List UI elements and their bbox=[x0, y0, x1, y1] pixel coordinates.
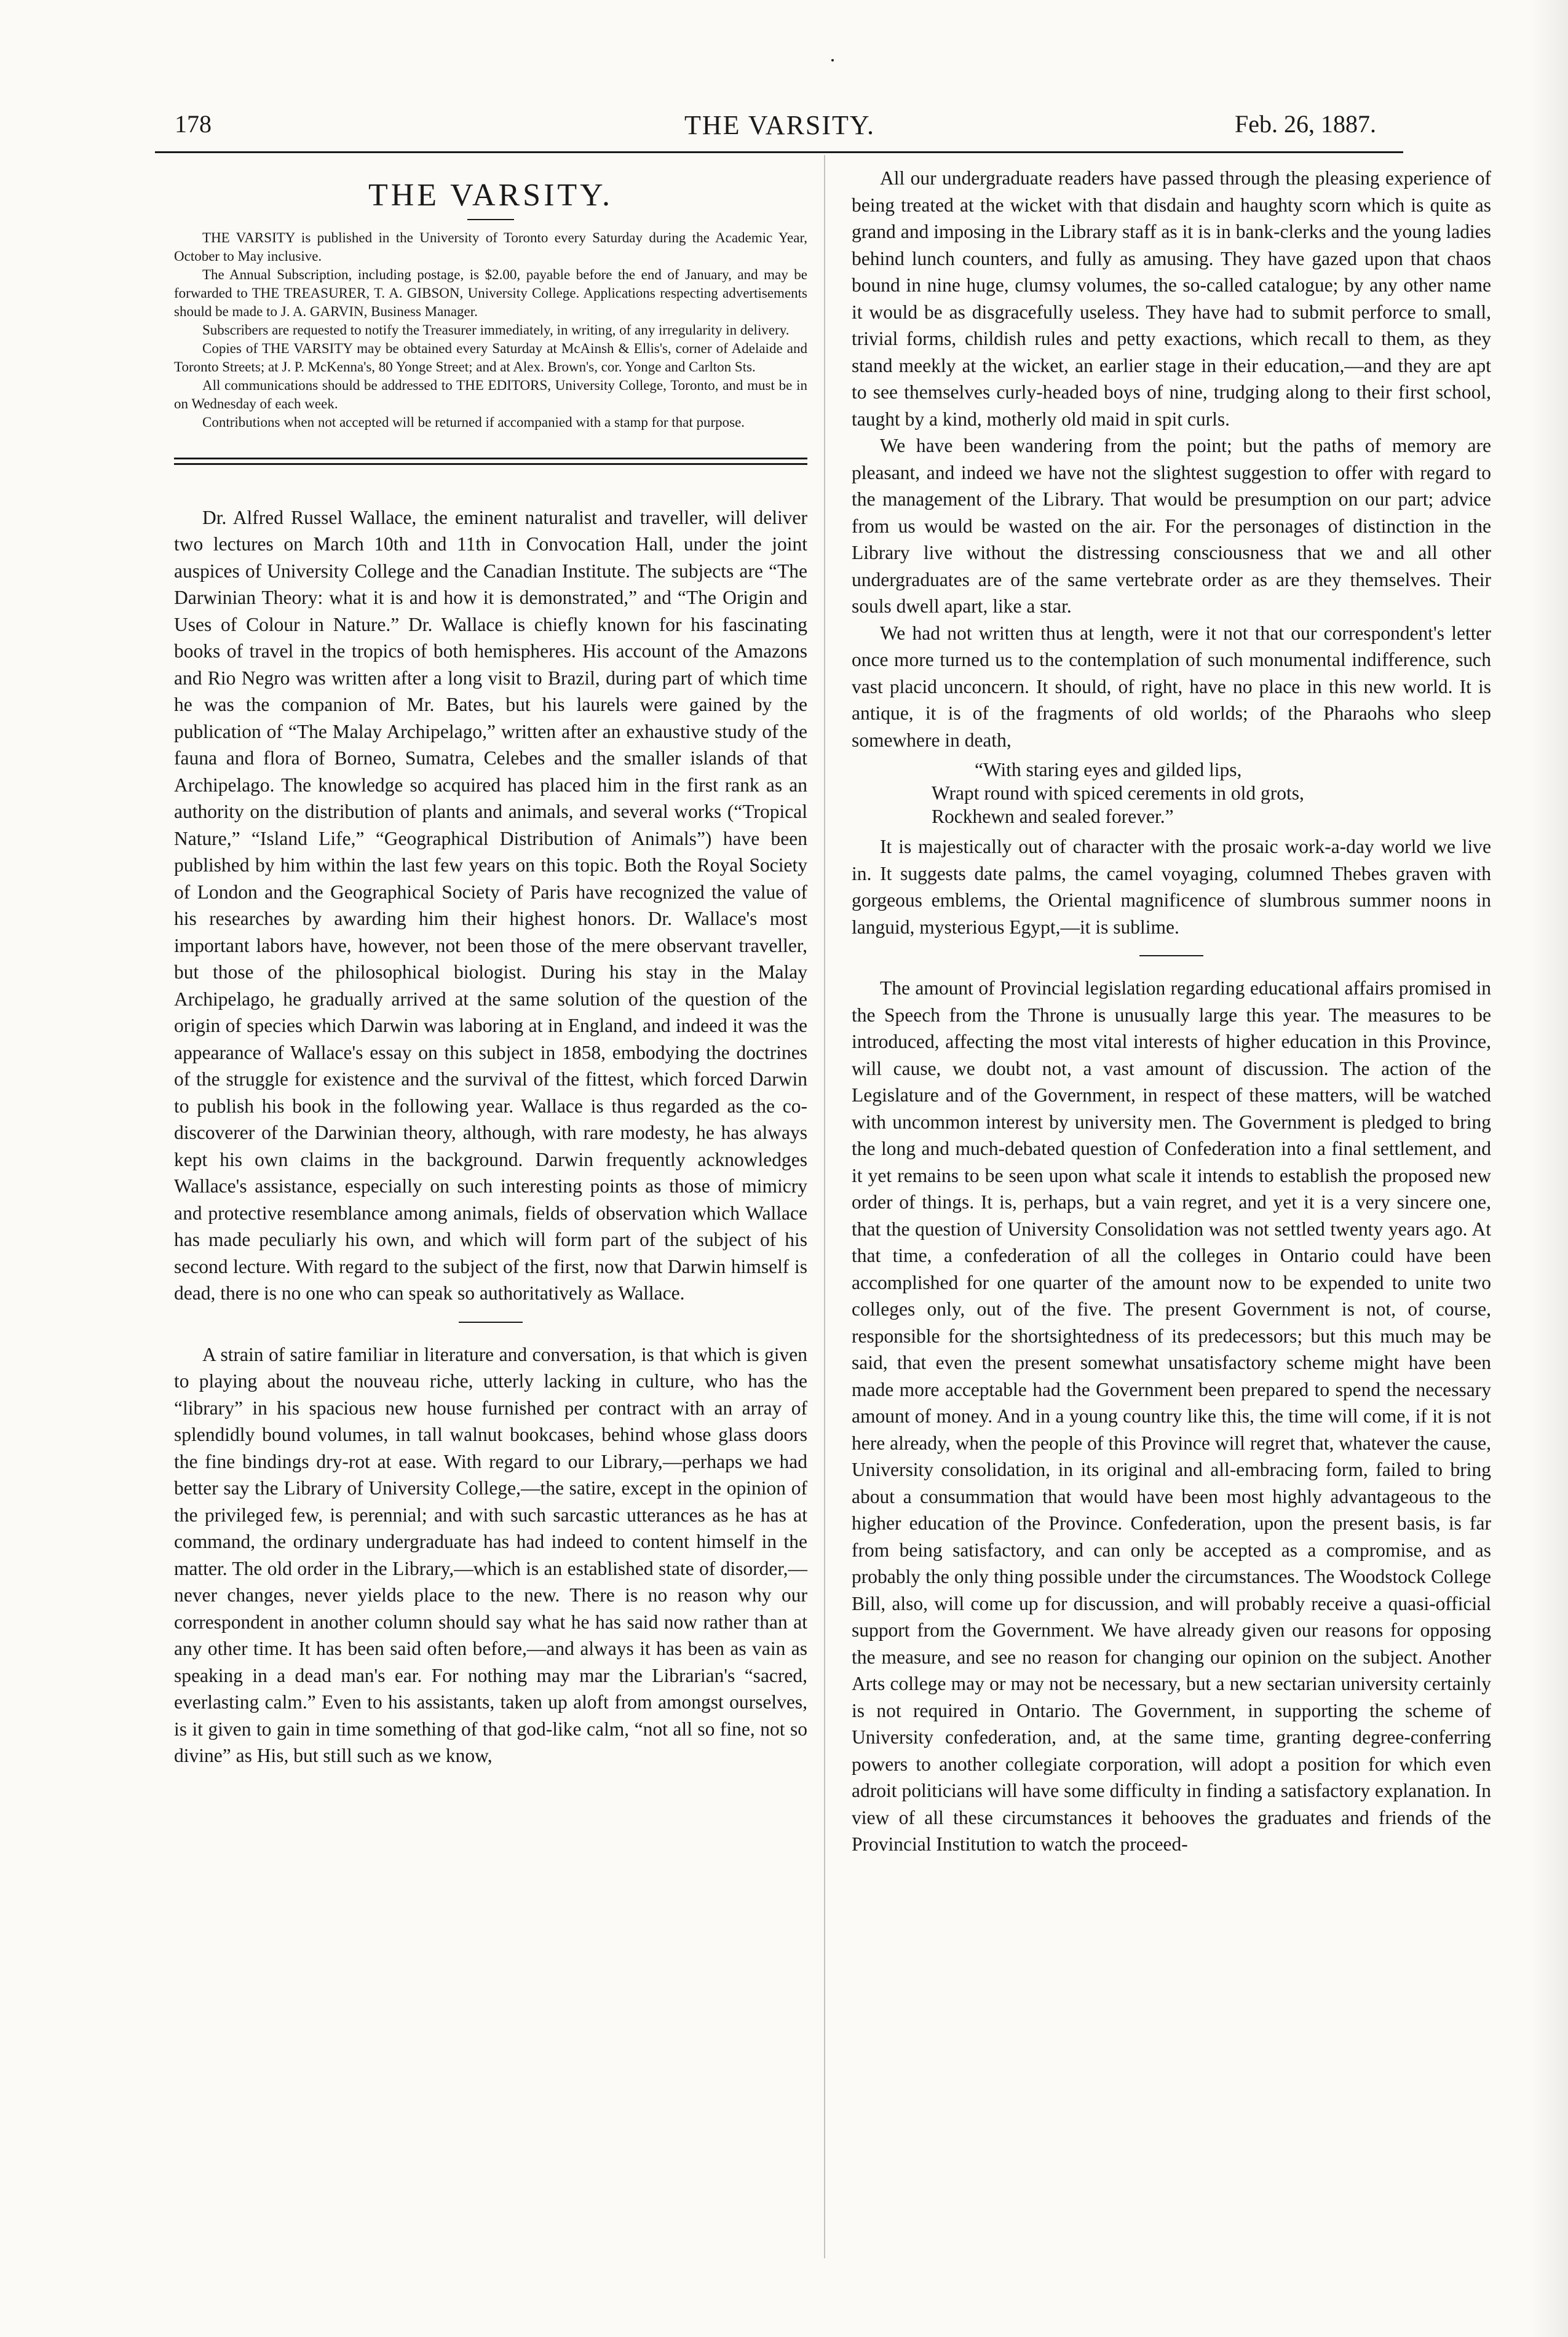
library-paragraph: It is majestically out of character with the prosaic work-a-day world we live in. It suggests date palms, the camel voyaging, columned Thebes graven with gorgeous emblems, the Oriental magnificence of slumbrous summer noons in languid, mysterious Egypt,—it is sublime. bbox=[852, 836, 1491, 938]
notice-line: Contributions when not accepted will be returned if accompanied with a stamp for that purpose. bbox=[202, 414, 745, 430]
poem-line: Wrapt round with spiced cerements in old grots, bbox=[932, 782, 1304, 804]
poem-quote bbox=[852, 758, 1491, 828]
notice-line: All communications should be addressed to THE EDITORS, University College, Toronto, and must be in on Wednesday of each week. bbox=[174, 377, 807, 411]
poem-line: “With staring eyes and gilded lips, bbox=[975, 759, 1242, 780]
notice-line: Subscribers are requested to notify the Treasurer immediately, in writing, of any irregularity in delivery. bbox=[202, 322, 790, 338]
publication-notice bbox=[174, 229, 807, 432]
page-number: 178 bbox=[175, 110, 212, 138]
page-edge-shadow bbox=[1531, 0, 1568, 2337]
notice-line: Copies of THE VARSITY may be obtained every Saturday at McAinsh & Ellis's, corner of Adelaide and Toronto Streets; at J. P. McKenna's, 80 Yonge Street; and at Alex. Brown's, cor. Yonge and Carlton Sts. bbox=[174, 340, 807, 375]
print-speck bbox=[831, 59, 834, 62]
issue-date: Feb. 26, 1887. bbox=[1235, 110, 1376, 138]
notice-double-rule bbox=[174, 458, 807, 465]
running-title: THE VARSITY. bbox=[684, 110, 876, 140]
notice-line: THE VARSITY is published in the University of Toronto every Saturday during the Academic Year, October to May inclusive. bbox=[174, 229, 807, 264]
masthead: THE VARSITY. bbox=[368, 178, 614, 213]
article-wallace: Dr. Alfred Russel Wallace, the eminent naturalist and traveller, will deliver two lectures on March 10th and 11th in Convocation Hall, under the joint auspices of University College and the Canadian Institute. The subjects are “The Darwinian Theory: what it is and how it is demonstrated,” and “The Origin and Uses of Colour in Nature.” Dr. Wallace is chiefly known for his fascinating books of travel in the tropics of both hemispheres. His account of the Amazons and Rio Negro was written after a long visit to Brazil, during part of which time he was the companion of Mr. Bates, but his laurels were gained by the publication of “The Malay Archipelago,” written after an exhaustive study of the fauna and flora of Borneo, Sumatra, Celebes and the smaller islands of that Archipelago. The knowledge so acquired has placed him in the first rank as an authority on the distribution of plants and animals, and several works (“Tropical Nature,” “Island Life,” “Geographical Distribution of Animals”) have been published by him within the last few years on this topic. Both the Royal Society of London and the Geographical Society of Paris have recognized the value of his researches by awarding him their highest honors. Dr. Wallace's most important labors have, however, not been those of the mere observant traveller, but those of the philosophical biologist. During his stay in the Malay Archipelago, he gradually arrived at the same solution of the question of the origin of species which Darwin was laboring at in England, and indeed it was the appearance of Wallace's essay on this subject in 1858, embodying the doctrines of the struggle for existence and the survival of the fittest, which forced Darwin to publish his book in the following year. Wallace is thus regarded as the co-discoverer of the Darwinian theory, although, with rare modesty, he has always kept his own claims in the background. Darwin frequently acknowledges Wallace's assistance, especially on such interesting points as those of mimicry and protective resemblance among animals, fields of observation which Wallace has made peculiarly his own, and which will form part of the subject of his second lecture. With regard to the subject of the first, now that Darwin himself is dead, there is no one who can speak so authoritatively as Wallace. bbox=[174, 506, 807, 1304]
notice-line: The Annual Subscription, including postage, is $2.00, payable before the end of January, and may be forwarded to THE TREASURER, T. A. GIBSON, University College. Applications respecting advertisements should be made to J. A. GARVIN, Business Manager. bbox=[174, 266, 807, 319]
page-header bbox=[165, 109, 1395, 146]
library-paragraph: All our undergraduate readers have passed through the pleasing experience of being treated at the wicket with that disdain and haughty scorn which is quite as grand and imposing in the Library staff as it is in bank-clerks and the young ladies behind lunch counters, and fully as amusing. They have gazed upon that chaos bound in nine huge, clumsy volumes, the so-called catalogue; by any other name it would be as disgracefully useless. They have had to submit perforce to small, trivial forms, childish rules and petty exactions, which recall to them, as they stand meekly at the wicket, an earlier stage in their education,—and they are apt to see themselves curly-headed boys of nine, trudging along to their first school, taught by a kind, motherly old maid in spit curls. bbox=[852, 167, 1491, 430]
poem-line: Rockhewn and sealed forever.” bbox=[932, 806, 1174, 827]
header-rule bbox=[155, 151, 1403, 153]
section-separator bbox=[1139, 955, 1203, 956]
masthead-rule bbox=[467, 219, 514, 220]
article-library-satire: A strain of satire familiar in literature and conversation, is that which is given to playing about the nouveau riche, utterly lacking in culture, who has the “library” in his spacious new house furnished per contract with an array of splendidly bound volumes, in tall walnut bookcases, behind whose glass doors the fine bindings dry-rot at ease. With regard to our Library,—perhaps we had better say the Library of University College,—the satire, except in the opinion of the privileged few, is perennial; and with such sarcastic utterances as he has at command, the ordinary undergraduate has had indeed to content himself in the matter. The old order in the Library,—which is an established state of disorder,—never changes, never yields place to the new. There is no reason why our correspondent in another column should say what he has said now rather than at any other time. It has been said often before,—and always it has been as vain as speaking in a dead man's ear. For nothing may mar the Librarian's “sacred, everlasting calm.” Even to his assistants, taken up aloft from amongst ourselves, is it given to gain in time something of that god-like calm, “not all so fine, not so divine” as His, but still such as we know, bbox=[174, 1343, 807, 1766]
right-column bbox=[852, 165, 1491, 1858]
library-paragraph: We had not written thus at length, were it not that our correspondent's letter once more turned us to the contemplation of such monumental indifference, such vast placid unconcern. It should, of right, have no place in this new world. It is antique, it is of the fragments of old worlds; of the Pharaohs who sleep somewhere in death, bbox=[852, 622, 1491, 751]
article-legislation: The amount of Provincial legislation regarding educational affairs promised in the Speech from the Throne is unusually large this year. The measures to be introduced, affecting the most vital interests of higher education in this Province, will cause, we doubt not, a vast amount of discussion. The action of the Legislature and of the Government, in respect of these matters, will be watched with uncommon interest by university men. The Government is pledged to bring the long and much-debated question of Confederation into a final settlement, and it yet remains to be seen upon what scale it intends to establish the proposed new order of things. It is, perhaps, but a vain regret, and yet it is a very sincere one, that the question of University Consolidation was not settled twenty years ago. At that time, a confederation of all the colleges in Ontario could have been accomplished for one quarter of the amount now to be expended to unite two colleges only, out of the five. The present Government is not, of course, responsible for the shortsightedness of its predecessors; but this much may be said, that even the present somewhat unsatisfactory scheme might have been made more acceptable had the Government been prepared to spend the necessary amount of money. And in a young country like this, the time will come, if it is not here already, when the people of this Province will regret that, whatever the cause, University consolidation, in its original and all-embracing form, failed to bring about a consummation that would have been most highly advantageous to the higher education of the Province. Confederation, upon the present basis, is far from being satisfactory, and can only be accepted as a compromise, and as probably the only thing possible under the circumstances. The Woodstock College Bill, also, will come up for discussion, and will probably receive a quasi-official support from the Government. We have already given our reasons for opposing the measure, and see no reason for changing our opinion on the subject. Another Arts college may or may not be necessary, but a new sectarian university certainly is not required in Ontario. The Government, in supporting the scheme of University confederation, and, at the same time, granting degree-conferring powers to another collegiate corporation, will adopt a position for which even adroit politicians will have some difficulty in finding a satisfactory explanation. In view of all these circumstances it behooves the graduates and friends of the Provincial Institution to watch the proceed- bbox=[852, 977, 1491, 1855]
library-paragraph: We have been wandering from the point; but the paths of memory are pleasant, and indeed we have not the slightest suggestion to offer with regard to the management of the Library. That would be presumption on our part; advice from us would be wasted on the air. For the personages of distinction in the Library live without the distressing consciousness that we and all other undergraduates are of the same vertebrate order as are they themselves. Their souls dwell apart, like a star. bbox=[852, 435, 1491, 617]
section-separator bbox=[459, 1322, 523, 1323]
left-column bbox=[174, 165, 807, 1769]
column-divider bbox=[824, 155, 825, 2258]
